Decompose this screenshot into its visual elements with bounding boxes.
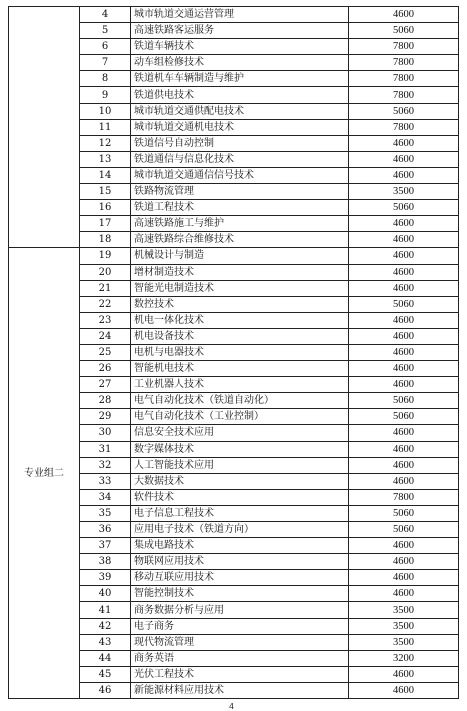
tuition-fee-cell: 4600	[349, 135, 459, 151]
page-number: 4	[229, 702, 235, 711]
tuition-fee-cell: 5060	[349, 103, 459, 119]
row-number-cell: 18	[80, 232, 131, 248]
row-number-cell: 29	[80, 409, 131, 425]
major-name-cell: 数控技术	[131, 296, 349, 312]
major-name-cell: 信息安全技术应用	[131, 425, 349, 441]
tuition-fee-cell: 5060	[349, 522, 459, 538]
row-number-cell: 24	[80, 328, 131, 344]
row-number-cell: 19	[80, 248, 131, 264]
major-name-cell: 铁道车辆技术	[131, 39, 349, 55]
major-name-cell: 机械设计与制造	[131, 248, 349, 264]
tuition-fee-cell: 4600	[349, 570, 459, 586]
major-name-cell: 集成电路技术	[131, 538, 349, 554]
major-name-cell: 智能机电技术	[131, 361, 349, 377]
row-number-cell: 6	[80, 39, 131, 55]
major-name-cell: 新能源材料应用技术	[131, 682, 349, 698]
tuition-fee-cell: 4600	[349, 682, 459, 698]
tuition-fee-cell: 4600	[349, 151, 459, 167]
group-label-cell: 专业组二	[9, 248, 80, 699]
row-number-cell: 40	[80, 586, 131, 602]
row-number-cell: 37	[80, 538, 131, 554]
major-name-cell: 城市轨道交通机电技术	[131, 119, 349, 135]
major-name-cell: 电气自动化技术（工业控制）	[131, 409, 349, 425]
major-name-cell: 城市轨道交通通信信号技术	[131, 167, 349, 183]
row-number-cell: 30	[80, 425, 131, 441]
row-number-cell: 15	[80, 184, 131, 200]
major-name-cell: 铁道工程技术	[131, 200, 349, 216]
tuition-fee-cell: 4600	[349, 377, 459, 393]
major-name-cell: 商务数据分析与应用	[131, 602, 349, 618]
major-name-cell: 电气自动化技术（铁道自动化）	[131, 393, 349, 409]
tuition-table	[8, 6, 459, 699]
major-name-cell: 电子信息工程技术	[131, 505, 349, 521]
major-name-cell: 城市轨道交通运营管理	[131, 7, 349, 23]
major-name-cell: 电机与电器技术	[131, 344, 349, 360]
major-name-cell: 数字媒体技术	[131, 441, 349, 457]
row-number-cell: 28	[80, 393, 131, 409]
row-number-cell: 21	[80, 280, 131, 296]
tuition-fee-cell: 5060	[349, 296, 459, 312]
tuition-fee-cell: 7800	[349, 87, 459, 103]
tuition-fee-cell: 4600	[349, 312, 459, 328]
tuition-fee-cell: 3500	[349, 618, 459, 634]
major-name-cell: 工业机器人技术	[131, 377, 349, 393]
row-number-cell: 7	[80, 55, 131, 71]
row-number-cell: 17	[80, 216, 131, 232]
tuition-fee-cell: 5060	[349, 23, 459, 39]
tuition-fee-cell: 4600	[349, 586, 459, 602]
tuition-fee-cell: 4600	[349, 457, 459, 473]
tuition-fee-cell: 4600	[349, 328, 459, 344]
tuition-fee-cell: 7800	[349, 71, 459, 87]
major-name-cell: 铁道供电技术	[131, 87, 349, 103]
major-name-cell: 物联网应用技术	[131, 554, 349, 570]
tuition-fee-cell: 4600	[349, 538, 459, 554]
major-name-cell: 光伏工程技术	[131, 666, 349, 682]
row-number-cell: 14	[80, 167, 131, 183]
table-row	[9, 248, 459, 264]
tuition-fee-cell: 5060	[349, 200, 459, 216]
major-name-cell: 智能光电制造技术	[131, 280, 349, 296]
major-name-cell: 高速铁路施工与维护	[131, 216, 349, 232]
tuition-fee-cell: 4600	[349, 280, 459, 296]
row-number-cell: 9	[80, 87, 131, 103]
major-name-cell: 增材制造技术	[131, 264, 349, 280]
tuition-fee-cell: 4600	[349, 361, 459, 377]
row-number-cell: 35	[80, 505, 131, 521]
row-number-cell: 42	[80, 618, 131, 634]
row-number-cell: 25	[80, 344, 131, 360]
row-number-cell: 38	[80, 554, 131, 570]
row-number-cell: 8	[80, 71, 131, 87]
major-name-cell: 机电一体化技术	[131, 312, 349, 328]
tuition-fee-cell: 3500	[349, 634, 459, 650]
major-name-cell: 铁道机车车辆制造与维护	[131, 71, 349, 87]
tuition-fee-cell: 3500	[349, 184, 459, 200]
major-name-cell: 铁道通信与信息化技术	[131, 151, 349, 167]
row-number-cell: 32	[80, 457, 131, 473]
major-name-cell: 应用电子技术（铁道方向）	[131, 522, 349, 538]
tuition-fee-cell: 5060	[349, 505, 459, 521]
row-number-cell: 36	[80, 522, 131, 538]
tuition-fee-cell: 7800	[349, 55, 459, 71]
tuition-fee-cell: 4600	[349, 232, 459, 248]
row-number-cell: 16	[80, 200, 131, 216]
tuition-fee-cell: 4600	[349, 167, 459, 183]
tuition-fee-cell: 4600	[349, 473, 459, 489]
tuition-table-body	[9, 7, 459, 699]
major-name-cell: 铁路物流管理	[131, 184, 349, 200]
row-number-cell: 41	[80, 602, 131, 618]
major-name-cell: 动车组检修技术	[131, 55, 349, 71]
row-number-cell: 45	[80, 666, 131, 682]
row-number-cell: 13	[80, 151, 131, 167]
row-number-cell: 4	[80, 7, 131, 23]
major-name-cell: 移动互联应用技术	[131, 570, 349, 586]
tuition-fee-cell: 4600	[349, 264, 459, 280]
table-row	[9, 7, 459, 23]
major-name-cell: 商务英语	[131, 650, 349, 666]
major-name-cell: 大数据技术	[131, 473, 349, 489]
tuition-fee-cell: 4600	[349, 7, 459, 23]
tuition-fee-cell: 7800	[349, 119, 459, 135]
tuition-fee-cell: 4600	[349, 344, 459, 360]
row-number-cell: 12	[80, 135, 131, 151]
row-number-cell: 46	[80, 682, 131, 698]
major-name-cell: 机电设备技术	[131, 328, 349, 344]
tuition-fee-cell: 4600	[349, 425, 459, 441]
tuition-fee-cell: 3500	[349, 602, 459, 618]
tuition-fee-cell: 4600	[349, 216, 459, 232]
row-number-cell: 44	[80, 650, 131, 666]
tuition-fee-cell: 4600	[349, 554, 459, 570]
group-label-cell	[9, 7, 80, 248]
row-number-cell: 43	[80, 634, 131, 650]
row-number-cell: 10	[80, 103, 131, 119]
tuition-fee-cell: 5060	[349, 409, 459, 425]
row-number-cell: 34	[80, 489, 131, 505]
row-number-cell: 22	[80, 296, 131, 312]
major-name-cell: 电子商务	[131, 618, 349, 634]
major-name-cell: 智能控制技术	[131, 586, 349, 602]
tuition-fee-cell: 4600	[349, 441, 459, 457]
tuition-fee-cell: 7800	[349, 39, 459, 55]
tuition-fee-cell: 4600	[349, 666, 459, 682]
tuition-fee-cell: 5060	[349, 393, 459, 409]
row-number-cell: 27	[80, 377, 131, 393]
row-number-cell: 33	[80, 473, 131, 489]
tuition-fee-cell: 3200	[349, 650, 459, 666]
major-name-cell: 城市轨道交通供配电技术	[131, 103, 349, 119]
major-name-cell: 人工智能技术应用	[131, 457, 349, 473]
row-number-cell: 23	[80, 312, 131, 328]
row-number-cell: 11	[80, 119, 131, 135]
major-name-cell: 高速铁路客运服务	[131, 23, 349, 39]
row-number-cell: 39	[80, 570, 131, 586]
row-number-cell: 31	[80, 441, 131, 457]
row-number-cell: 5	[80, 23, 131, 39]
major-name-cell: 铁道信号自动控制	[131, 135, 349, 151]
tuition-fee-cell: 7800	[349, 489, 459, 505]
row-number-cell: 20	[80, 264, 131, 280]
row-number-cell: 26	[80, 361, 131, 377]
major-name-cell: 高速铁路综合维修技术	[131, 232, 349, 248]
major-name-cell: 现代物流管理	[131, 634, 349, 650]
tuition-fee-cell: 4600	[349, 248, 459, 264]
major-name-cell: 软件技术	[131, 489, 349, 505]
